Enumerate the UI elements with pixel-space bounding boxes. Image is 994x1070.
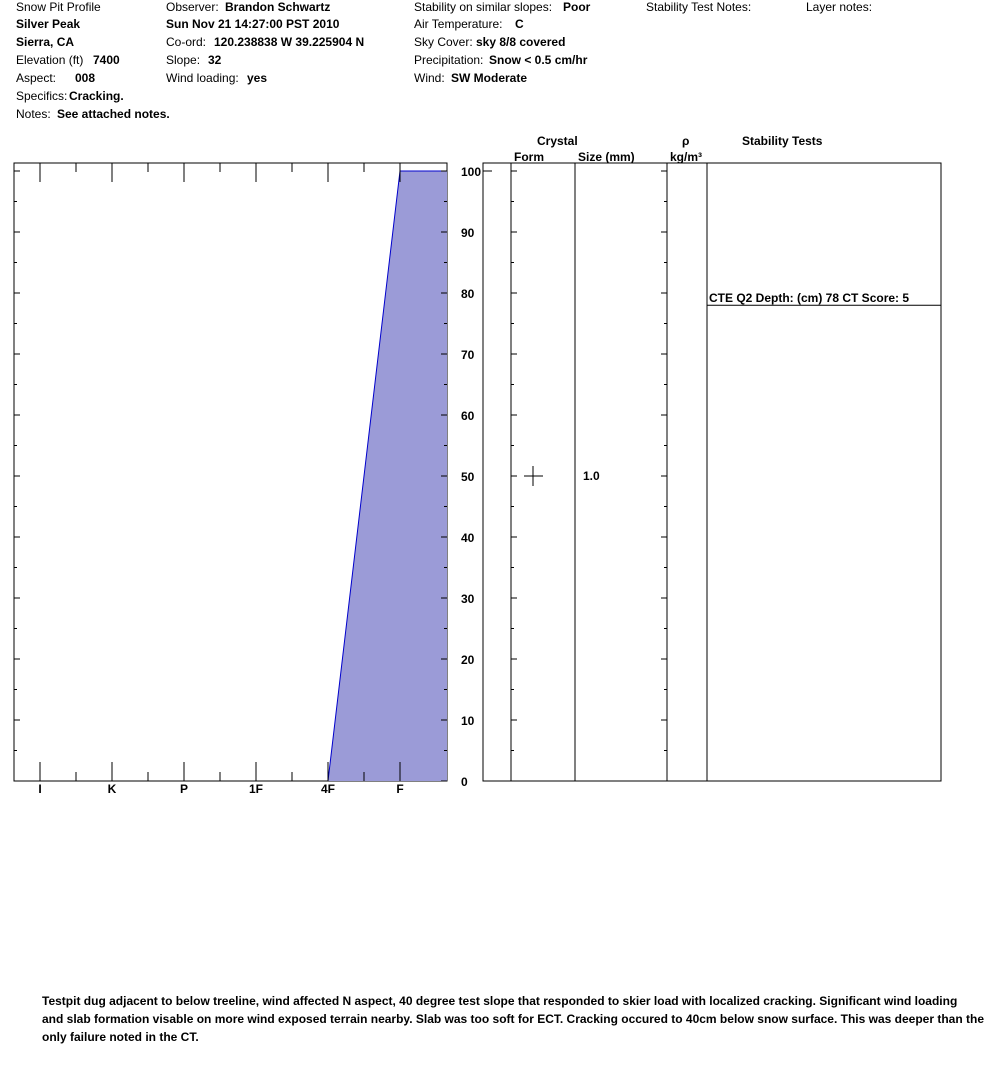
hardness-tick-label: K	[107, 782, 117, 796]
notes-label: Notes:	[16, 107, 51, 121]
specifics-value: Cracking.	[69, 89, 124, 103]
depth-tick-label: 100	[461, 165, 482, 179]
hardness-plot	[14, 163, 447, 796]
table-frame	[483, 163, 941, 781]
hardness-area	[328, 171, 447, 781]
sky-cover-value: sky 8/8 covered	[476, 35, 566, 49]
coord-value: 120.238838 W 39.225904 N	[214, 35, 365, 49]
aspect-value: 008	[75, 71, 96, 85]
observer-value: Brandon Schwartz	[225, 0, 331, 14]
crystal-header: Crystal	[537, 134, 578, 148]
stability-label: Stability on similar slopes:	[414, 0, 553, 14]
observation-datetime: Sun Nov 21 14:27:00 PST 2010	[166, 17, 340, 31]
coord-label: Co-ord:	[166, 35, 207, 49]
precip-label: Precipitation:	[414, 53, 484, 67]
size-header: Size (mm)	[578, 150, 635, 164]
stability-test-result: CTE Q2 Depth: (cm) 78 CT Score: 5	[709, 291, 910, 306]
depth-tick-label: 0	[461, 775, 468, 789]
wind-label: Wind:	[414, 71, 445, 85]
elevation-value: 7400	[93, 53, 120, 67]
rho-header: ρ	[682, 134, 690, 148]
wind-value: SW Moderate	[451, 71, 528, 85]
stability-test-notes-label: Stability Test Notes:	[646, 0, 752, 14]
hardness-tick-label: F	[396, 782, 404, 796]
slope-value: 32	[208, 53, 222, 67]
hardness-tick-label: I	[38, 782, 42, 796]
specifics-label: Specifics:	[16, 89, 68, 103]
wind-loading-label: Wind loading:	[166, 71, 239, 85]
stability-tests-header: Stability Tests	[742, 134, 823, 148]
layer-table	[483, 163, 941, 781]
precip-value: Snow < 0.5 cm/hr	[489, 53, 588, 67]
depth-axis	[461, 165, 481, 789]
footer-note-line: only failure noted in the CT.	[42, 1030, 199, 1044]
depth-tick-label: 60	[461, 409, 475, 423]
depth-tick-label: 90	[461, 226, 475, 240]
air-temp-label: Air Temperature:	[414, 17, 503, 31]
aspect-label: Aspect:	[16, 71, 57, 85]
location-name: Silver Peak	[16, 17, 81, 31]
footer-notes	[42, 992, 987, 1046]
form-header: Form	[514, 150, 544, 164]
air-temp-value: C	[515, 17, 524, 31]
depth-tick-label: 70	[461, 348, 475, 362]
footer-note-line: Testpit dug adjacent to below treeline, wind affected N aspect, 40 degree test slope that responded to skier load with localized cracking. Significant wind loading	[42, 994, 958, 1008]
region-name: Sierra, CA	[16, 35, 75, 49]
wind-loading-value: yes	[247, 71, 268, 85]
depth-tick-label: 50	[461, 470, 475, 484]
sky-cover-label: Sky Cover:	[414, 35, 473, 49]
depth-tick-label: 40	[461, 531, 475, 545]
notes-value: See attached notes.	[57, 107, 170, 121]
footer-note-line: and slab formation visable on more wind exposed terrain nearby. Slab was too soft for ECT. Cracking occured to 40cm below snow surface. This was deeper than the	[42, 1012, 984, 1026]
hardness-tick-label: P	[179, 782, 189, 796]
slope-label: Slope:	[166, 53, 201, 67]
depth-tick-label: 80	[461, 287, 475, 301]
density-unit-header: kg/m³	[670, 150, 703, 164]
stability-value: Poor	[563, 0, 591, 14]
layer-size-value: 1.0	[583, 469, 600, 483]
hardness-tick-label: 1F	[248, 782, 264, 796]
observer-label: Observer:	[166, 0, 219, 14]
depth-tick-label: 30	[461, 592, 475, 606]
depth-tick-label: 20	[461, 653, 475, 667]
depth-tick-label: 10	[461, 714, 475, 728]
elevation-label: Elevation (ft)	[16, 53, 84, 67]
profile-title: Snow Pit Profile	[16, 0, 101, 14]
layer-notes-label: Layer notes:	[806, 0, 873, 14]
hardness-tick-label: 4F	[320, 782, 336, 796]
